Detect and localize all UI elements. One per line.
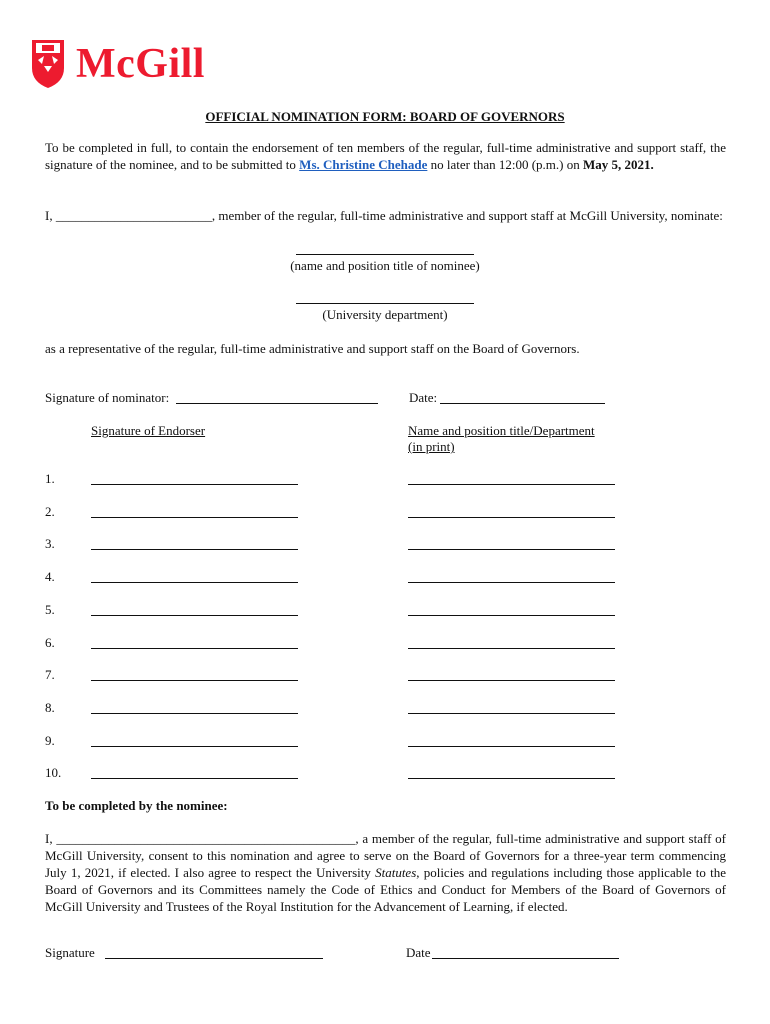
endorser-signature-line[interactable] xyxy=(91,680,298,681)
endorser-name-line[interactable] xyxy=(408,615,615,616)
endorser-row-number: 5. xyxy=(45,602,55,617)
endorser-signature-line[interactable] xyxy=(91,582,298,583)
nominator-date-line[interactable] xyxy=(440,403,605,404)
endorser-row-number: 6. xyxy=(45,635,55,650)
nominate-paragraph: I, ________________________, member of the regular, full-time administrative and support staff at McGill University, nominate: xyxy=(45,208,723,223)
endorser-row-number: 8. xyxy=(45,700,55,715)
nominator-signature-label: Signature of nominator: xyxy=(45,390,170,405)
contact-link[interactable]: Ms. Christine Chehade xyxy=(299,157,428,172)
endorser-name-line[interactable] xyxy=(408,680,615,681)
endorser-row-number: 1. xyxy=(45,471,55,486)
endorser-name-line[interactable] xyxy=(408,484,615,485)
endorser-signature-line[interactable] xyxy=(91,648,298,649)
endorser-name-line[interactable] xyxy=(408,517,615,518)
endorser-signature-line[interactable] xyxy=(91,549,298,550)
nominator-signature-line[interactable] xyxy=(176,403,378,404)
intro-paragraph xyxy=(45,139,726,173)
endorser-signature-header: Signature of Endorser xyxy=(91,423,206,438)
nominee-date-label: Date xyxy=(406,945,431,960)
nominee-consent-paragraph xyxy=(45,830,726,915)
endorser-name-line[interactable] xyxy=(408,778,615,779)
endorser-signature-line[interactable] xyxy=(91,484,298,485)
endorser-name-header: Name and position title/Department xyxy=(408,423,595,438)
form-title: OFFICIAL NOMINATION FORM: BOARD OF GOVERNORS xyxy=(205,109,565,124)
endorser-row-number: 7. xyxy=(45,667,55,682)
mcgill-wordmark: McGill xyxy=(76,41,205,87)
endorser-row-number: 4. xyxy=(45,569,55,584)
endorser-signature-line[interactable] xyxy=(91,713,298,714)
deadline-date: May 5, 2021. xyxy=(582,157,654,172)
endorser-name-line[interactable] xyxy=(408,648,615,649)
mcgill-crest-icon xyxy=(30,38,66,90)
endorser-signature-line[interactable] xyxy=(91,778,298,779)
endorser-name-line[interactable] xyxy=(408,582,615,583)
endorser-row-number: 2. xyxy=(45,504,55,519)
endorser-row-number: 3. xyxy=(45,536,55,551)
department-caption: (University department) xyxy=(322,307,448,322)
endorser-row-number: 10. xyxy=(45,765,62,780)
nominator-date-label: Date: xyxy=(409,390,438,405)
nominee-name-line[interactable] xyxy=(296,254,474,255)
department-line[interactable] xyxy=(296,303,474,304)
consent-text-2: , policies and regulations including those applicable to the Board of Governors and its Committees namely the Code of Ethics and Conduct for Members of the Board of Governors of McGill University and Trustees of the Royal Institution for the Advancement of Learning, if elected. xyxy=(45,865,726,914)
endorser-name-header-note: (in print) xyxy=(408,439,455,454)
endorser-name-line[interactable] xyxy=(408,549,615,550)
intro-text-2: no later than 12:00 (p.m.) on xyxy=(427,157,583,172)
endorser-row-number: 9. xyxy=(45,733,55,748)
nominee-signature-label: Signature xyxy=(45,945,95,960)
representative-text: as a representative of the regular, full-time administrative and support staff on the Board of Governors. xyxy=(45,341,580,356)
nominee-date-line[interactable] xyxy=(432,958,619,959)
mcgill-logo xyxy=(30,38,205,90)
statutes-text: Statutes xyxy=(375,865,417,880)
nominee-section-heading: To be completed by the nominee: xyxy=(45,798,228,813)
consent-text: I, ______________________________________________, a member of the regular, full-time administrative and support staff of McGill University, consent to this nomination and agree to serve on the Board of Governors for a three-year term commencing July 1, 2021, if elected. I also agree to respect the University xyxy=(45,831,726,880)
endorser-name-line[interactable] xyxy=(408,713,615,714)
endorser-signature-line[interactable] xyxy=(91,746,298,747)
endorser-signature-line[interactable] xyxy=(91,517,298,518)
intro-text: To be completed in full, to contain the endorsement of ten members of the regular, full-time administrative and support staff, the signature of the nominee, and to be submitted to xyxy=(45,140,726,172)
nominee-name-caption: (name and position title of nominee) xyxy=(290,258,480,273)
endorser-signature-line[interactable] xyxy=(91,615,298,616)
endorser-name-line[interactable] xyxy=(408,746,615,747)
nominee-signature-line[interactable] xyxy=(105,958,323,959)
